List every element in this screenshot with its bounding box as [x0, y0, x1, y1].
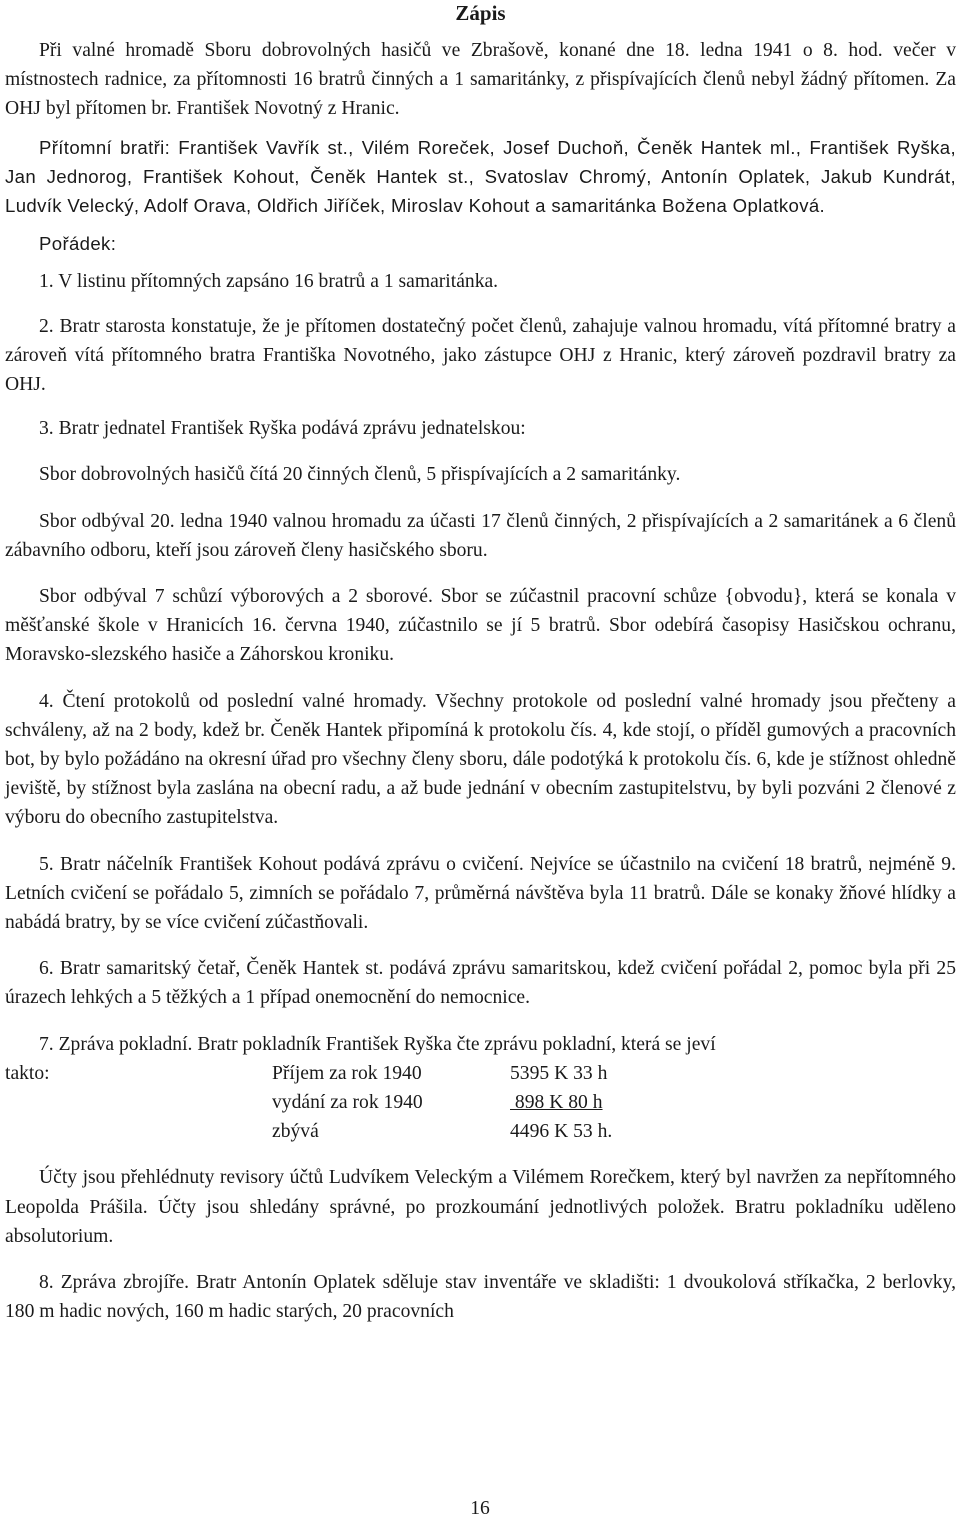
annual-meeting-paragraph: Sbor odbýval 20. ledna 1940 valnou hromadu za účasti 17 členů činných, 2 přispívajících a 2 samaritánek a 6 členů zábavního odboru, kteří jsou zároveň členy hasičského sboru. — [5, 510, 956, 561]
attendees-paragraph: Přítomní bratři: František Vavřík st., Vilém Roreček, Josef Duchoň, Čeněk Hantek ml., František Ryška, Jan Jednorog, František Kohout, Čeněk Hantek st., Svatoslav Chromý, Antonín Oplatek, Jakub Kundrát, Ludvík Velecký, Adolf Orava, Oldřich Jiříček, Miroslav Kohout a samaritánka Božena Oplatková. — [5, 136, 956, 217]
ledger-row — [5, 1117, 956, 1146]
page-number: 16 — [470, 1498, 490, 1519]
ledger-amount: 4496 K 53 h. — [510, 1121, 613, 1143]
sessions-paragraph: Sbor odbýval 7 schůzí výborových a 2 sborové. Sbor se zúčastnil pracovní schůze {obvodu}, která se konala v měšťanské škole v Hranicích 16. června 1940, zúčastnilo se jí 5 bratrů. Sbor odebírá časopisy Hasičskou ochranu, Moravsko-slezského hasiče a Záhorskou kroniku. — [5, 586, 956, 666]
ledger-lead: takto: — [5, 1062, 50, 1084]
agenda-item-3: 3. Bratr jednatel František Ryška podává zprávu jednatelskou: — [39, 418, 526, 440]
ledger-label: Příjem za rok 1940 — [272, 1062, 422, 1084]
intro-paragraph: Při valné hromadě Sboru dobrovolných hasičů ve Zbrašově, konané dne 18. ledna 1941 o 8. hod. večer v místnostech radnice, za přítomnosti 16 bratrů činných a 1 samaritánky, z přispívajících členů nebyl žádný přítomen. Za OHJ byl přítomen br. František Novotný z Hranic. — [5, 40, 956, 120]
agenda-heading: Pořádek: — [39, 233, 117, 255]
ledger-row — [5, 1088, 956, 1117]
ledger-amount: 5395 K 33 h — [510, 1062, 608, 1084]
agenda-item-5: 5. Bratr náčelník František Kohout podává zprávu o cvičení. Nejvíce se účastnilo na cvičení 18 bratrů, nejméně 9. Letních cvičení se pořádalo 5, zimních se pořádalo 7, průměrná návštěva byla 11 bratrů. Dále se konaky žňové hlídky a nabádá bratry, by se více cvičení zúčastňovali. — [5, 853, 956, 934]
agenda-item-2: 2. Bratr starosta konstatuje, že je přítomen dostatečný počet členů, zahajuje valnou hromadu, vítá přítomné bratry a zároveň vítá přítomného bratra Františka Novotného, jako zástupce OHJ z Hranic, který zároveň pozdravil bratry za OHJ. — [5, 315, 956, 396]
document-title: Zápis — [455, 1, 506, 25]
agenda-item-4: 4. Čtení protokolů od poslední valné hromady. Všechny protokole od poslední valné hromady jsou přečteny a schváleny, až na 2 body, kdež br. Čeněk Hantek připomíná k protokolu čís. 4, kde stojí, o příděl gumových a pracovních bot, by bylo požádáno na okresní úřad pro všechny členy sboru, dále podotýká k protokolu čís. 6, kde je stížnost ohledně jeviště, by stížnost byla zaslána na obecní radu, a až bude jednání v obecním zastupitelstvu, by byli pozváni 2 členové z výboru do obecního zastupitelstva. — [5, 690, 956, 829]
ledger-amount: 898 K 80 h — [510, 1092, 603, 1114]
ledger-label: zbývá — [272, 1121, 319, 1143]
ledger-row — [5, 1059, 956, 1088]
agenda-item-1: 1. V listinu přítomných zapsáno 16 bratrů a 1 samaritánka. — [39, 271, 499, 293]
agenda-item-7: 7. Zpráva pokladní. Bratr pokladník František Ryška čte zprávu pokladní, která se jeví — [39, 1033, 716, 1055]
agenda-item-6: 6. Bratr samaritský četař, Čeněk Hantek st. podává zprávu samaritskou, kdež cvičení pořádal 2, pomoc byla při 25 úrazech lehkých a 5 těžkých a 1 případ onemocnění do nemocnice. — [5, 958, 956, 1009]
cash-ledger — [5, 1059, 956, 1147]
agenda-item-8: 8. Zpráva zbrojíře. Bratr Antonín Oplatek sděluje stav inventáře ve skladišti: 1 dvoukolová stříkačka, 2 berlovky, 180 m hadic nových, 160 m hadic starých, 20 pracovních — [5, 1272, 956, 1323]
members-count-paragraph: Sbor dobrovolných hasičů čítá 20 činných členů, 5 přispívajících a 2 samaritánky. — [39, 464, 681, 486]
audit-paragraph: Účty jsou přehlédnuty revisory účtů Ludvíkem Veleckým a Vilémem Rorečkem, který byl navržen za nepřítomného Leopolda Prášila. Účty jsou shledány správné, po prozkoumání jednotlivých položek. Bratru pokladníku uděleno absolutorium. — [5, 1167, 956, 1247]
ledger-label: vydání za rok 1940 — [272, 1092, 423, 1114]
